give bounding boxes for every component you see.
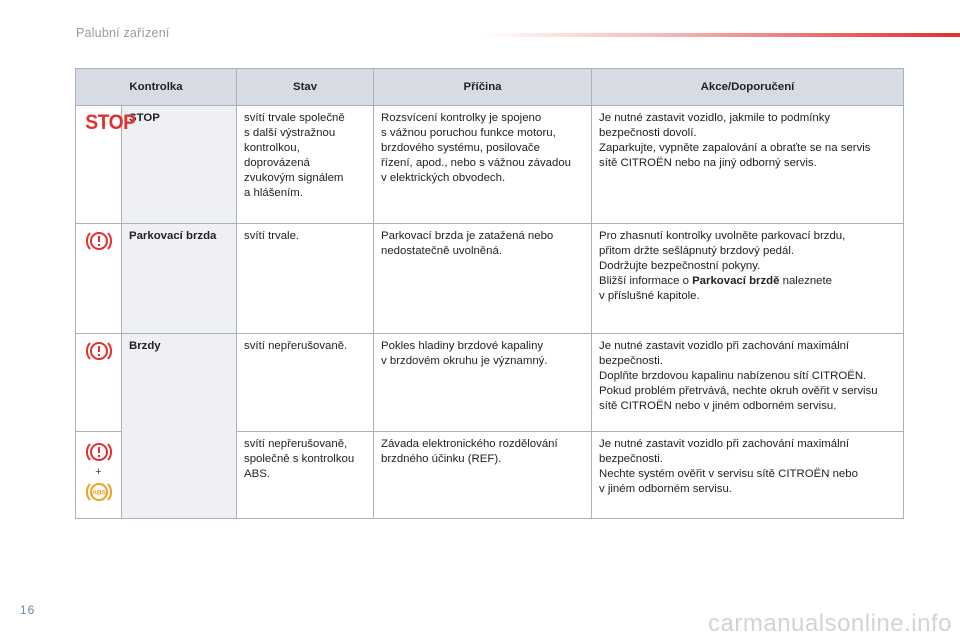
column-header-akce: Akce/Doporučení (592, 69, 904, 106)
text-line: svítí nepřerušovaně, (244, 438, 348, 450)
page-number: 16 (20, 603, 36, 617)
table-row-parking-brake (76, 224, 904, 334)
warning-name: STOP (122, 106, 237, 224)
text-line: doprovázená (244, 157, 310, 169)
text-line: Doplňte brzdovou kapalinu nabízenou sítí CITROËN. (599, 370, 867, 382)
text-line: s další výstražnou (244, 127, 336, 139)
brake-warning-icon (84, 339, 114, 363)
state-cell (237, 106, 374, 224)
header-accent-bar (480, 33, 960, 37)
text-fragment: naleznete (779, 275, 833, 287)
table-row-stop (76, 106, 904, 224)
column-header-kontrolka: Kontrolka (76, 69, 237, 106)
action-cell (592, 334, 904, 432)
text-line: Je nutné zastavit vozidlo při zachování maximální (599, 340, 850, 352)
text-line: v elektrických obvodech. (381, 172, 506, 184)
action-cell (592, 224, 904, 334)
state-cell (237, 334, 374, 432)
text-line: Je nutné zastavit vozidlo, jakmile to podmínky (599, 112, 831, 124)
brake-warning-icon (84, 440, 114, 464)
text-line: Pokles hladiny brzdové kapaliny (381, 340, 544, 352)
text-line: Pokud problém přetrvává, nechte okruh ověřit v servisu (599, 385, 878, 397)
text-line: Parkovací brzda je zatažená nebo (381, 230, 554, 242)
text-line: Zaparkujte, vypněte zapalování a obraťte se na servis (599, 142, 871, 154)
text-line: ABS. (244, 468, 270, 480)
warning-name: Parkovací brzda (122, 224, 237, 334)
text-line: řízení, apod., nebo s vážnou závadou (381, 157, 571, 169)
text-line: bezpečnosti. (599, 355, 663, 367)
text-line: svítí trvale. (244, 230, 300, 242)
warning-lights-table (75, 68, 904, 519)
column-header-stav: Stav (237, 69, 374, 106)
brake-warning-icon (84, 229, 114, 253)
watermark: carmanualsonline.info (708, 610, 952, 637)
text-line: přitom držte sešlápnutý brzdový pedál. (599, 245, 795, 257)
brakes-icon-cell (76, 334, 122, 432)
text-line: sítě CITROËN nebo na jiný odborný servis. (599, 157, 817, 169)
text-line: svítí nepřerušovaně. (244, 340, 348, 352)
text-line: kontrolkou, (244, 142, 300, 154)
page-header-title: Palubní zařízení (76, 26, 170, 40)
text-line: Pro zhasnutí kontrolky uvolněte parkovací brzdu, (599, 230, 846, 242)
cause-cell (374, 106, 592, 224)
text-line: v příslušné kapitole. (599, 290, 700, 302)
text-fragment: Bližší informace o (599, 275, 693, 287)
text-line: brzdného účinku (REF). (381, 453, 502, 465)
abs-warning-icon (84, 480, 114, 504)
text-line: nedostatečně uvolněná. (381, 245, 502, 257)
text-line: sítě CITROËN nebo v jiném odborném servisu. (599, 400, 837, 412)
action-cell (592, 106, 904, 224)
cause-cell (374, 432, 592, 519)
action-cell (592, 432, 904, 519)
table-header-row (76, 69, 904, 106)
table-row-brakes (76, 334, 904, 432)
text-line: v jiném odborném servisu. (599, 483, 732, 495)
text-line (599, 274, 896, 289)
stop-warning-icon: STOP (85, 111, 136, 134)
text-line: Závada elektronického rozdělování (381, 438, 558, 450)
text-line: s vážnou poruchou funkce motoru, (381, 127, 556, 139)
plus-sign: + (95, 466, 102, 478)
column-header-pricina: Příčina (374, 69, 592, 106)
abs-label: ABS (91, 489, 106, 497)
text-line: svítí trvale společně (244, 112, 345, 124)
text-line: v brzdovém okruhu je významný. (381, 355, 548, 367)
warning-name: Brzdy (122, 334, 237, 519)
text-line: zvukovým signálem (244, 172, 344, 184)
cause-cell (374, 334, 592, 432)
text-line: Nechte systém ověřit v servisu sítě CITROËN nebo (599, 468, 858, 480)
text-line: Je nutné zastavit vozidlo při zachování maximální (599, 438, 850, 450)
state-cell (237, 432, 374, 519)
cause-cell (374, 224, 592, 334)
text-line: Dodržujte bezpečnostní pokyny. (599, 260, 761, 272)
state-cell (237, 224, 374, 334)
stop-icon-cell (76, 106, 136, 224)
brakes-abs-icon-cell (76, 432, 122, 519)
parking-icon-cell (76, 224, 122, 334)
text-line: bezpečnosti dovolí. (599, 127, 697, 139)
reference-bold: Parkovací brzdě (692, 275, 780, 287)
text-line: bezpečnosti. (599, 453, 663, 465)
text-line: a hlášením. (244, 187, 303, 199)
text-line: brzdového systému, posilovače (381, 142, 540, 154)
text-line: Rozsvícení kontrolky je spojeno (381, 112, 542, 124)
text-line: společně s kontrolkou (244, 453, 355, 465)
